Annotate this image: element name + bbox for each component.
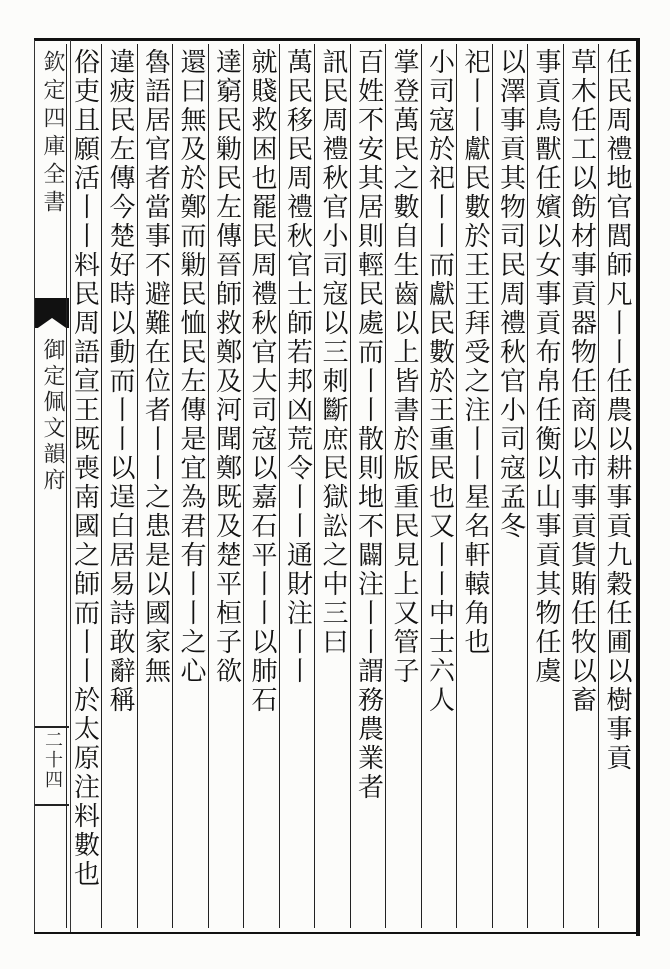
text-column: 違疲民左傳今楚好時以動而丨丨以逞白居易詩敢辭稱 bbox=[105, 48, 135, 715]
text-column: 達窮民勦民左傳晉師救鄭及河聞鄭既及楚平桓子欲 bbox=[211, 48, 242, 686]
spine-book-title: 御定佩文韻府 bbox=[40, 338, 65, 494]
frame-right-rule bbox=[636, 38, 640, 936]
text-column: 小司寇於祀丨丨而獻民數於王重民也又丨丨中士六人 bbox=[424, 48, 455, 715]
text-column: 草木任工以飭材事貢器物任商以市事貢貨賄任牧以畜 bbox=[566, 48, 597, 715]
column-separator bbox=[66, 44, 67, 928]
text-column: 還曰無及於鄭而勦民恤民左傳是宜為君有丨丨之心 bbox=[176, 48, 206, 686]
text-column: 事貢鳥獸任嬪以女事貢布帛任衡以山事貢其物任虞 bbox=[531, 48, 561, 686]
fishtail-notch bbox=[35, 318, 69, 330]
text-column: 魯語居官者當事不避難在位者丨丨之患是以國家無 bbox=[140, 48, 171, 686]
spine-page-bottom-tick bbox=[35, 804, 69, 806]
text-column: 掌登萬民之數自生齒以上皆書於版重民見上又管子 bbox=[389, 48, 419, 686]
text-column: 就賤救困也罷民周禮秋官大司寇以嘉石平丨丨以肺石 bbox=[247, 48, 277, 715]
frame-bottom-rule bbox=[34, 932, 640, 934]
spine-page-number: 二十四 bbox=[42, 730, 63, 790]
text-column: 祀丨丨獻民數於王王拜受之注丨丨星名軒轅角也 bbox=[460, 48, 490, 657]
text-column: 任民周禮地官閭師凡丨丨任農以耕事貢九穀任圃以樹事貢 bbox=[602, 48, 632, 773]
fold-left-rule bbox=[34, 40, 35, 932]
text-column: 百姓不安其居則輕民處而丨丨散則地不闢注丨丨謂務農業者 bbox=[353, 48, 384, 802]
text-column: 俗吏且願活丨丨料民周語宣王既喪南國之師而丨丨於太原注料數也 bbox=[69, 48, 100, 889]
spine-collection-title: 欽定四庫全書 bbox=[40, 50, 65, 218]
text-column: 以澤事貢其物司民周禮秋官小司寇孟冬 bbox=[495, 48, 526, 541]
text-column: 訊民周禮秋官小司寇以三刺斷庶民獄訟之中三曰 bbox=[318, 48, 348, 657]
spine-page-top-tick bbox=[35, 726, 69, 728]
frame-top-rule bbox=[34, 38, 640, 41]
text-column: 萬民移民周禮秋官士師若邦凶荒令丨丨通財注丨丨 bbox=[282, 48, 313, 686]
